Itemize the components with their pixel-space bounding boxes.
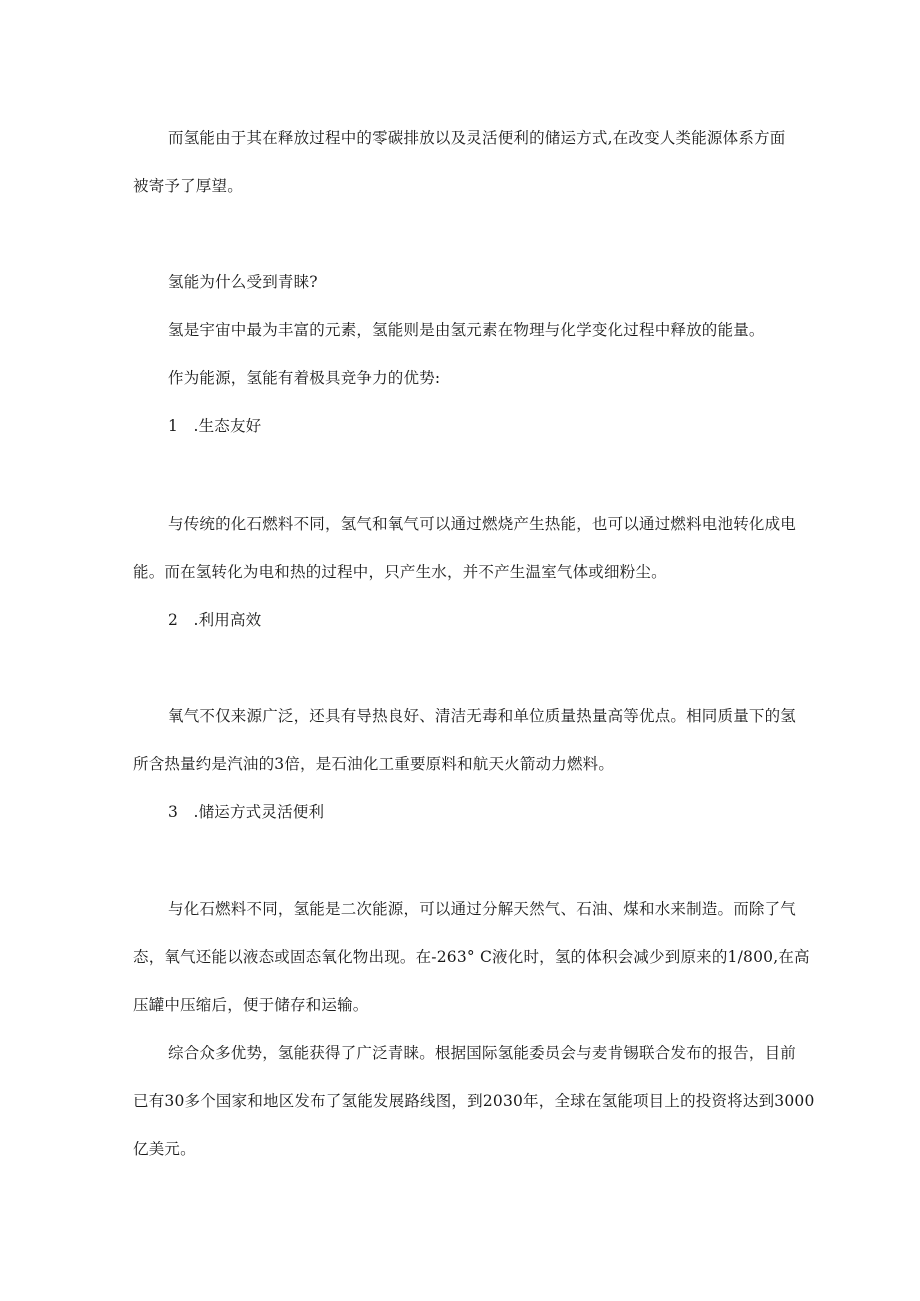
list-item-heading — [168, 610, 261, 630]
paragraph-line: 氧气不仅来源广泛，还具有导热良好、清洁无毒和单位质量热量高等优点。相同质量下的氢 — [168, 707, 797, 725]
paragraph-line: 能。而在氢转化为电和热的过程中，只产生水，并不产生温室气体或细粉尘。 — [133, 563, 667, 581]
list-item-title: .储运方式灵活便利 — [193, 803, 325, 821]
paragraph-line: 综合众多优势，氢能获得了广泛青睐。根据国际氢能委员会与麦肯锡联合发布的报告，目前 — [168, 1044, 797, 1062]
list-item-heading — [168, 802, 324, 822]
paragraph-line: 所含热量约是汽油的3倍，是石油化工重要原料和航天火箭动力燃料。 — [133, 755, 615, 773]
list-item-number: 3 — [168, 803, 179, 821]
list-item-heading — [168, 416, 261, 436]
paragraph-line: 氢是宇宙中最为丰富的元素，氢能则是由氢元素在物理与化学变化过程中释放的能量。 — [168, 321, 765, 339]
paragraph-line: 而氢能由于其在释放过程中的零碳排放以及灵活便利的储运方式,在改变人类能源体系方面 — [168, 129, 786, 147]
paragraph-line: 与传统的化石燃料不同，氢气和氧气可以通过燃烧产生热能，也可以通过燃料电池转化成电 — [168, 515, 797, 533]
list-item-number: 2 — [168, 611, 179, 629]
paragraph-line: 亿美元。 — [133, 1140, 196, 1158]
paragraph-line: 压罐中压缩后，便于储存和运输。 — [133, 996, 369, 1014]
paragraph-line: 已有30多个国家和地区发布了氢能发展路线图，到2030年，全球在氢能项目上的投资将达到3000 — [133, 1092, 815, 1110]
list-item-title: .生态友好 — [193, 417, 262, 435]
paragraph-line: 态，氧气还能以液态或固态氧化物出现。在-263° C液化时，氢的体积会减少到原来的1/800,在高 — [133, 948, 810, 966]
paragraph-line: 被寄予了厚望。 — [133, 177, 243, 195]
section-question: 氢能为什么受到青睐? — [168, 273, 318, 291]
list-item-title: .利用高效 — [193, 611, 262, 629]
paragraph-line: 作为能源，氢能有着极具竞争力的优势: — [168, 369, 441, 387]
list-item-number: 1 — [168, 417, 179, 435]
paragraph-line: 与化石燃料不同，氢能是二次能源，可以通过分解天然气、石油、煤和水来制造。而除了气 — [168, 900, 797, 918]
